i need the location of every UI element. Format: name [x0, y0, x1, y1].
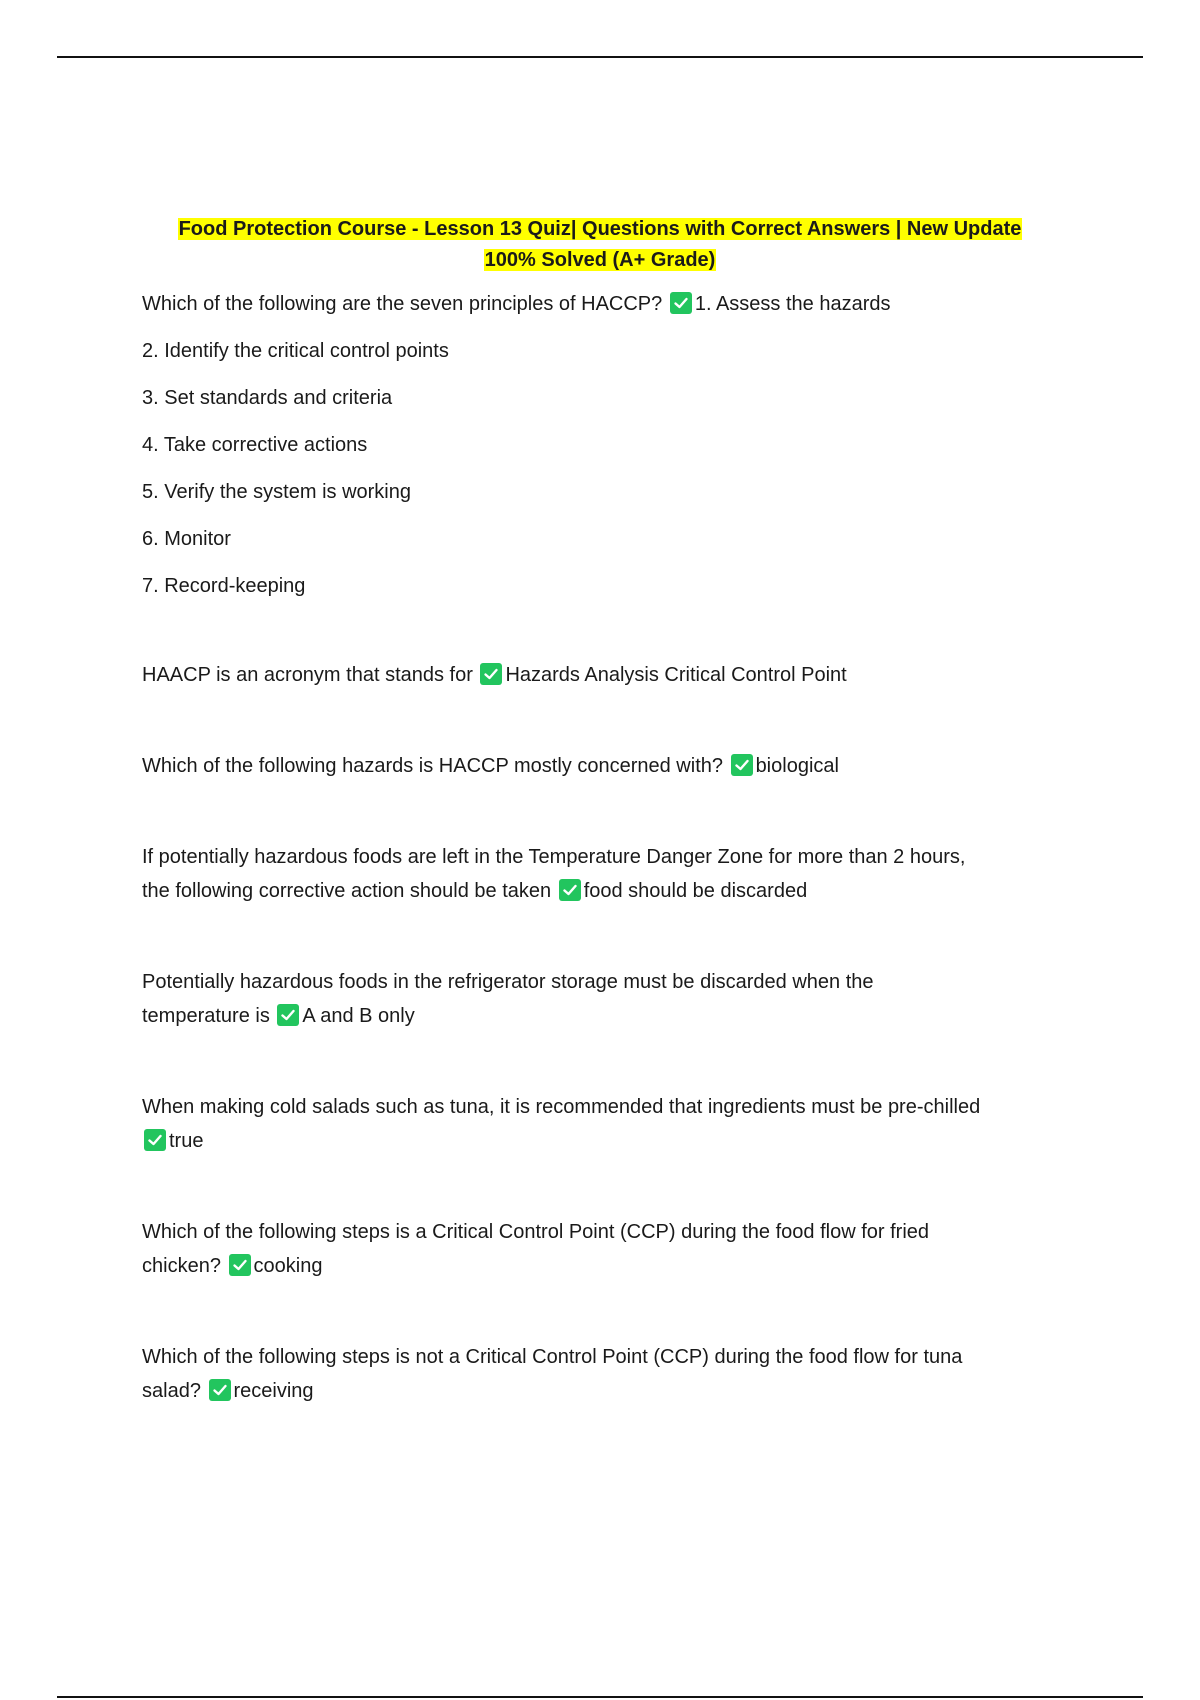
- question-4-line-1: If potentially hazardous foods are left in the Temperature Danger Zone for more than 2 hours,: [142, 846, 966, 868]
- answer-1-line-7: 7. Record-keeping: [142, 575, 306, 597]
- question-8-line-1: Which of the following steps is not a Critical Control Point (CCP) during the food flow for tuna: [142, 1346, 963, 1368]
- check-box-icon: [480, 663, 502, 685]
- question-3-text: Which of the following hazards is HACCP mostly concerned with?: [142, 755, 723, 777]
- question-5-line-1: Potentially hazardous foods in the refrigerator storage must be discarded when the: [142, 971, 874, 993]
- check-box-icon: [277, 1004, 299, 1026]
- answer-1-line-2: 2. Identify the critical control points: [142, 340, 449, 362]
- answer-1-line-1: 1. Assess the hazards: [694, 293, 891, 315]
- question-4-line-2: the following corrective action should be taken: [142, 880, 552, 902]
- question-text: [142, 287, 1058, 321]
- title-line-2: 100% Solved (A+ Grade): [484, 249, 716, 271]
- qa-item-2: [142, 658, 1058, 692]
- page-top-rule: [57, 56, 1143, 58]
- check-box-icon: [731, 754, 753, 776]
- check-box-icon: [229, 1254, 251, 1276]
- answer-1-line-5: 5. Verify the system is working: [142, 481, 411, 503]
- check-box-icon: [670, 292, 692, 314]
- page-bottom-rule: [57, 1696, 1143, 1698]
- qa-item-3: [142, 749, 1058, 783]
- document-body: [142, 214, 1058, 1465]
- qa-item-7: [142, 1215, 1058, 1283]
- answer-7-text: cooking: [253, 1255, 323, 1277]
- check-box-icon: [144, 1129, 166, 1151]
- qa-item-5: [142, 965, 1058, 1033]
- question-6-text: When making cold salads such as tuna, it is recommended that ingredients must be pre-chilled: [142, 1096, 981, 1118]
- question-8-line-2: salad?: [142, 1380, 201, 1402]
- answer-1-line-3: 3. Set standards and criteria: [142, 387, 393, 409]
- question-7-line-2: chicken?: [142, 1255, 221, 1277]
- answer-5-text: A and B only: [302, 1005, 415, 1027]
- answer-1-line-4: 4. Take corrective actions: [142, 434, 368, 456]
- answer-3-text: biological: [755, 755, 839, 777]
- question-2-text: HAACP is an acronym that stands for: [142, 664, 473, 686]
- question-5-line-2: temperature is: [142, 1005, 270, 1027]
- qa-item-1: [142, 287, 1058, 603]
- qa-item-6: [142, 1090, 1058, 1158]
- document-title: [142, 214, 1058, 276]
- answer-6-text: true: [169, 1130, 204, 1152]
- answer-1-line-6: 6. Monitor: [142, 528, 231, 550]
- question-1-text: Which of the following are the seven principles of HACCP?: [142, 293, 663, 315]
- answer-2-text: Hazards Analysis Critical Control Point: [505, 664, 847, 686]
- check-box-icon: [209, 1379, 231, 1401]
- title-line-1: Food Protection Course - Lesson 13 Quiz| Questions with Correct Answers | New Update: [178, 218, 1022, 240]
- answer-4-text: food should be discarded: [583, 880, 808, 902]
- check-box-icon: [559, 879, 581, 901]
- qa-item-8: [142, 1340, 1058, 1408]
- answer-8-text: receiving: [233, 1380, 314, 1402]
- qa-item-4: [142, 840, 1058, 908]
- question-7-line-1: Which of the following steps is a Critical Control Point (CCP) during the food flow for fried: [142, 1221, 930, 1243]
